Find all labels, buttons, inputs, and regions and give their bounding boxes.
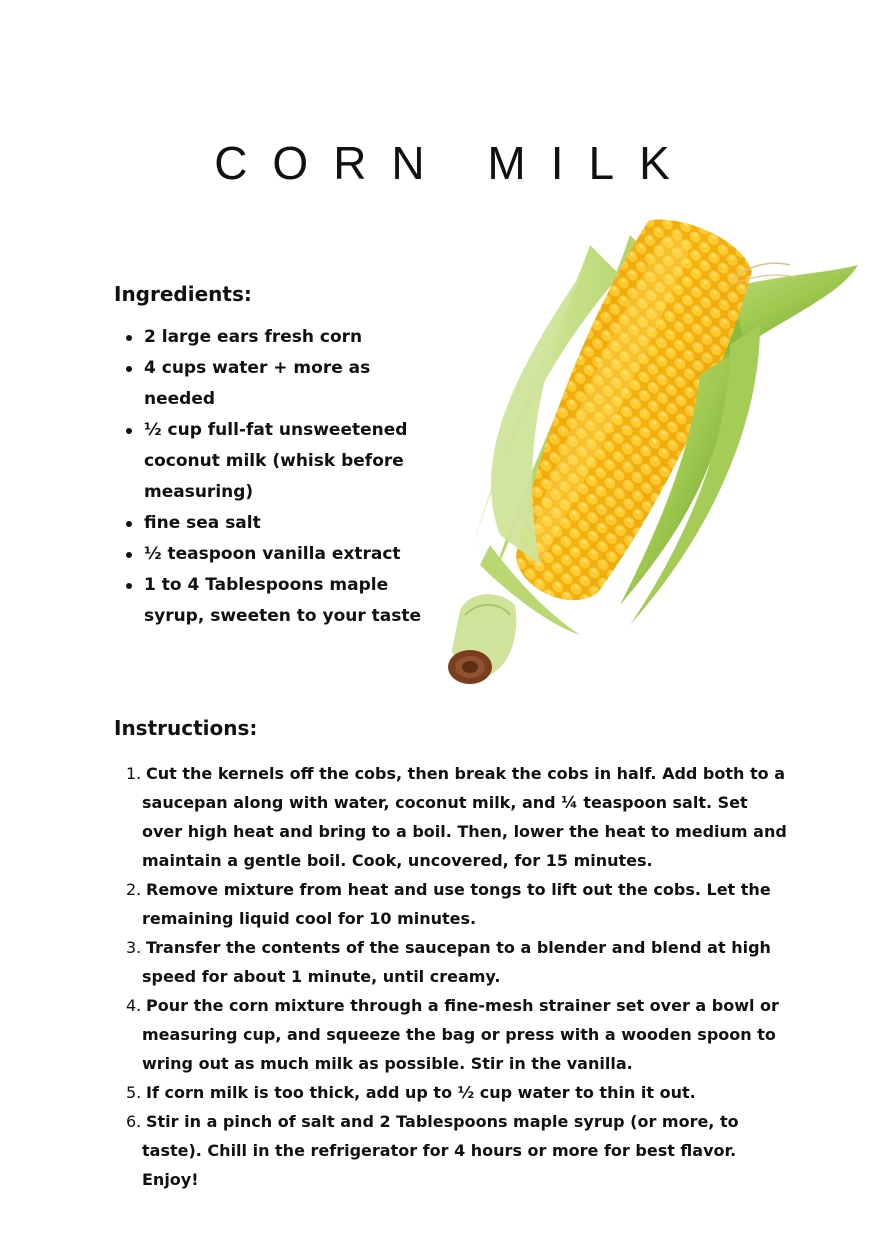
step-text: Remove mixture from heat and use tongs to lift out the cobs. Let the remaining liquid cool for 10 minutes. xyxy=(142,880,771,928)
step-text: Stir in a pinch of salt and 2 Tablespoons maple syrup (or more, to taste). Chill in the refrigerator for 4 hours or more for best flavor. Enjoy! xyxy=(142,1112,739,1189)
instructions-heading: Instructions: xyxy=(114,716,258,740)
ingredients-list xyxy=(144,322,424,632)
step-number: 4. xyxy=(126,996,142,1015)
step-number: 6. xyxy=(126,1112,142,1131)
step-number: 3. xyxy=(126,938,142,957)
step-number: 5. xyxy=(126,1083,142,1102)
step-text: Cut the kernels off the cobs, then break the cobs in half. Add both to a saucepan along with water, coconut milk, and ¼ teaspoon salt. Set over high heat and bring to a boil. Then, lower the heat to medium and maintain a gentle boil. Cook, uncovered, for 15 minutes. xyxy=(142,764,787,870)
corn-cob-illustration xyxy=(430,205,870,695)
instruction-step xyxy=(126,933,792,991)
instruction-step xyxy=(126,875,792,933)
page-title: CORN MILK xyxy=(214,136,695,189)
ingredient-item: 2 large ears fresh corn xyxy=(144,322,424,353)
step-text: Transfer the contents of the saucepan to a blender and blend at high speed for about 1 minute, until creamy. xyxy=(142,938,771,986)
ingredient-item: fine sea salt xyxy=(144,508,424,539)
step-text: Pour the corn mixture through a fine-mesh strainer set over a bowl or measuring cup, and squeeze the bag or press with a wooden spoon to wring out as much milk as possible. Stir in the vanilla. xyxy=(142,996,779,1073)
instruction-step xyxy=(126,1078,792,1107)
corn-icon xyxy=(430,205,870,695)
instruction-step xyxy=(126,991,792,1078)
ingredient-item: ½ teaspoon vanilla extract xyxy=(144,539,424,570)
step-number: 2. xyxy=(126,880,142,899)
ingredient-item: ½ cup full-fat unsweetened coconut milk (whisk before measuring) xyxy=(144,415,424,508)
ingredient-item: 1 to 4 Tablespoons maple syrup, sweeten to your taste xyxy=(144,570,424,632)
instructions-list xyxy=(126,759,792,1194)
step-text: If corn milk is too thick, add up to ½ cup water to thin it out. xyxy=(146,1083,696,1102)
ingredient-item: 4 cups water + more as needed xyxy=(144,353,424,415)
step-number: 1. xyxy=(126,764,142,783)
instruction-step xyxy=(126,759,792,875)
instruction-step xyxy=(126,1107,792,1194)
ingredients-heading: Ingredients: xyxy=(114,282,252,306)
